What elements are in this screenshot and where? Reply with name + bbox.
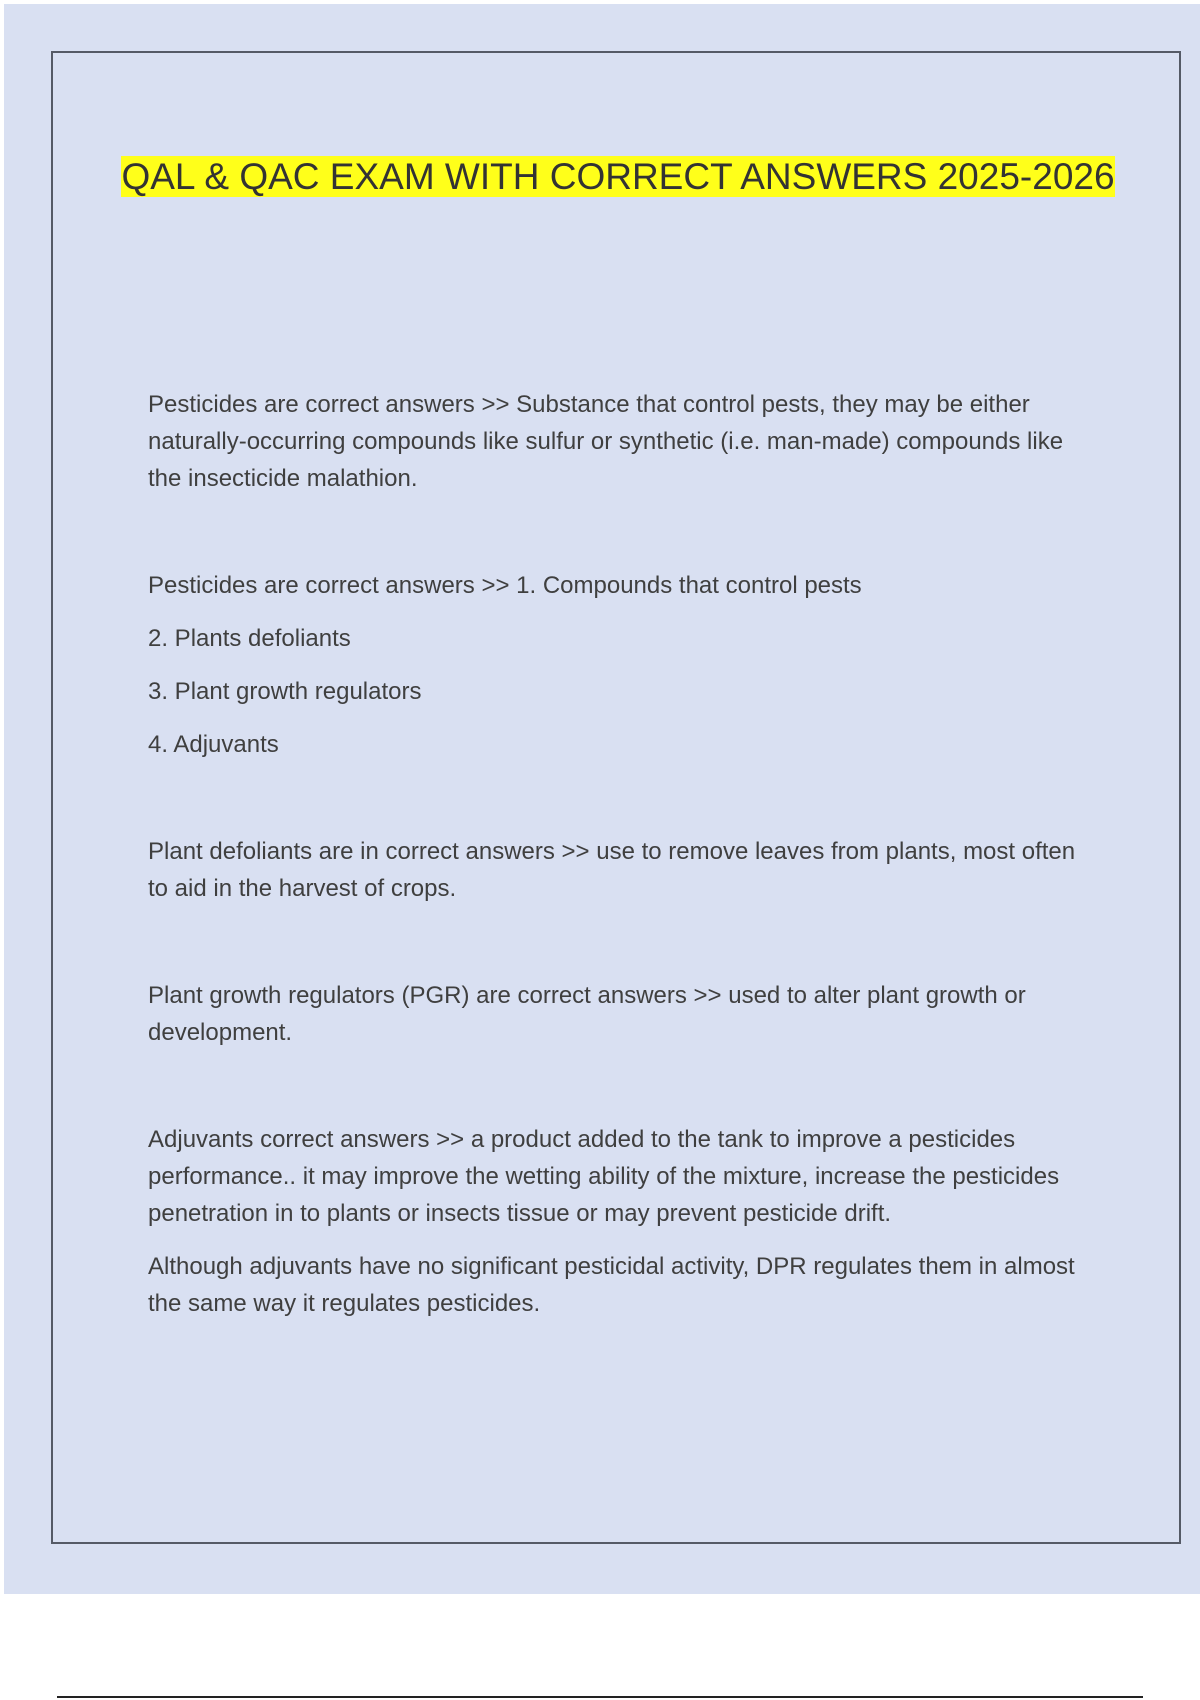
title-highlight: QAL & QAC EXAM WITH CORRECT ANSWERS 2025-2026 (121, 156, 1115, 197)
paragraph-plant-growth-regulators: Plant growth regulators (PGR) are correct answers >> used to alter plant growth or development. (148, 982, 1026, 1046)
paragraph-pesticides-definition: Pesticides are correct answers >> Substance that control pests, they may be either naturally-occurring compounds like sulfur or synthetic (i.e. man-made) compounds like the insecticide malathion. (148, 391, 1064, 492)
paragraph-adjuvants-regulation: Although adjuvants have no significant pesticidal activity, DPR regulates them in almost the same way it regulates pesticides. (148, 1253, 1075, 1317)
footer-rule (57, 1696, 1143, 1698)
list-item-plant-growth-regulators: 3. Plant growth regulators (148, 678, 422, 705)
document-title (100, 148, 1136, 206)
list-item-plant-defoliants: 2. Plants defoliants (148, 625, 351, 652)
document-body (148, 386, 1098, 1322)
paragraph-adjuvants: Adjuvants correct answers >> a product added to the tank to improve a pesticides performance.. it may improve the wetting ability of the mixture, increase the pesticides penetration in to plants or insects tissue or may prevent pesticide drift. (148, 1126, 1060, 1227)
list-item-adjuvants: 4. Adjuvants (148, 731, 279, 758)
paragraph-plant-defoliants: Plant defoliants are in correct answers >> use to remove leaves from plants, most often to aid in the harvest of crops. (148, 838, 1076, 902)
paragraph-pesticides-list-intro: Pesticides are correct answers >> 1. Compounds that control pests (148, 572, 862, 599)
